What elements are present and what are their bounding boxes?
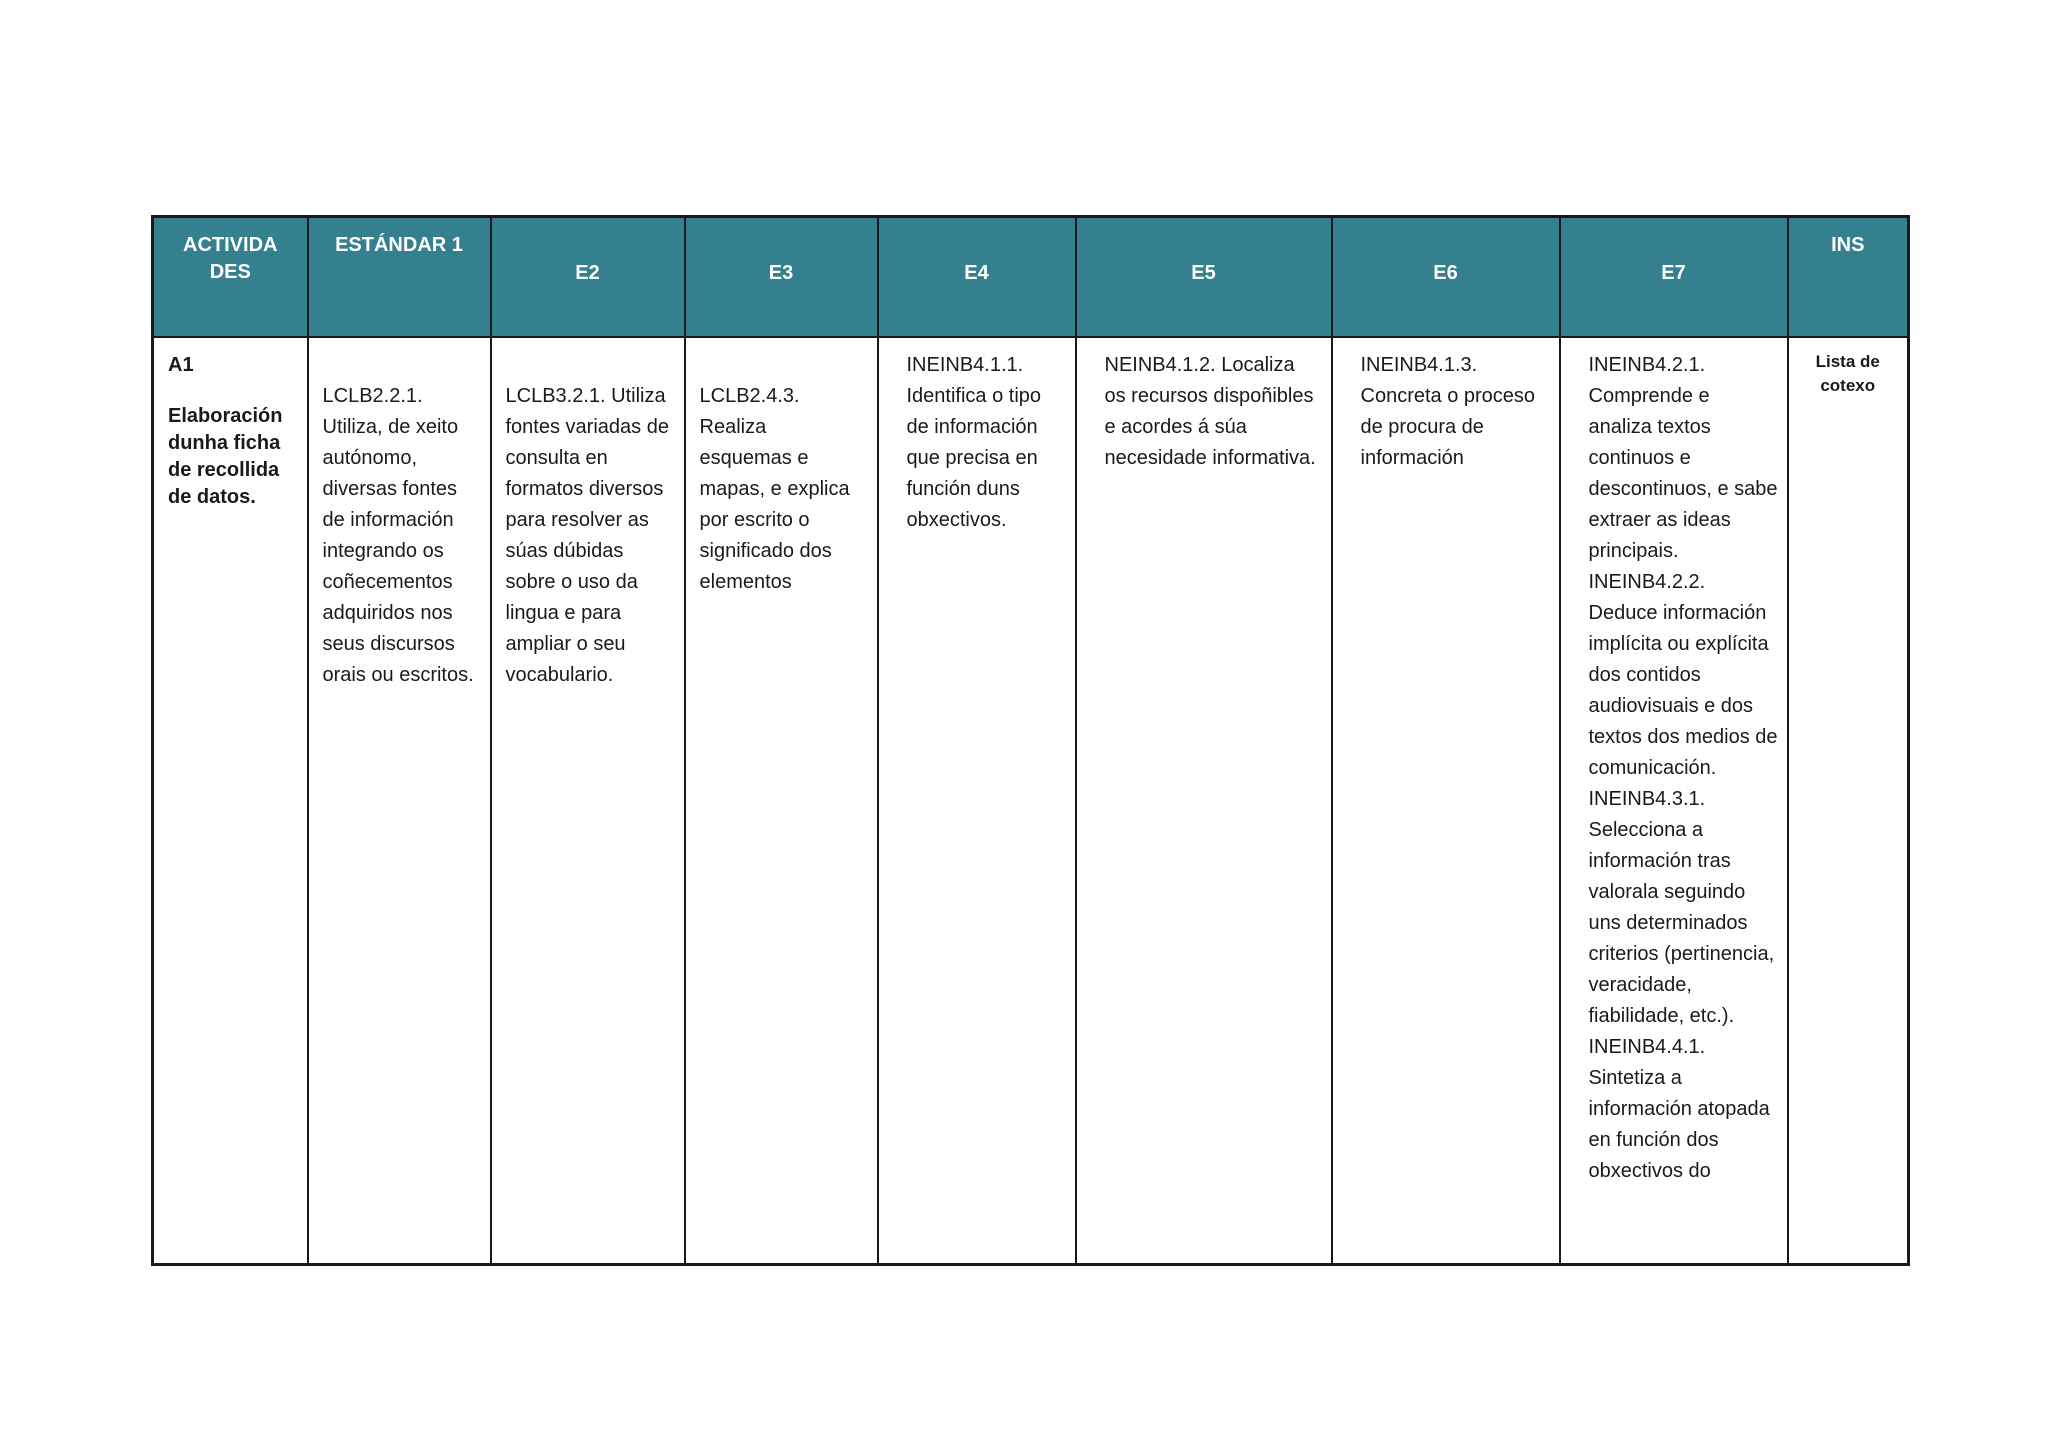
instrument-label: Lista de cotexo (1815, 351, 1880, 395)
cell-e5 (1076, 337, 1332, 1265)
header-e6: E6 (1332, 217, 1560, 337)
cell-text: LCLB2.2.1. Utiliza, de xeito autónomo, diversas fontes de información integrando os coñecementos adquiridos nos seus discursos orais ou escritos. (322, 384, 474, 686)
cell-e3 (685, 337, 878, 1265)
header-activities: ACTIVIDA DES (153, 217, 308, 337)
header-standard-1: ESTÁNDAR 1 (308, 217, 491, 337)
cell-text: NEINB4.1.2. Localiza os recursos dispoñibles e acordes á súa necesidade informativa. (1104, 353, 1316, 469)
cell-e7 (1560, 337, 1788, 1265)
cell-e4 (878, 337, 1076, 1265)
cell-text: INEINB4.2.1. Comprende e analiza textos continuos e descontinuos, e sabe extraer as ideas principais. INEINB4.2.2. Deduce información implícita ou explícita dos contidos audiovisuais e dos textos dos medios de comunicación. INEINB4.3.1. Selecciona a información tras valorala seguindo uns determinados criterios (pertinencia, veracidade, fiabilidade, etc.). INEINB4.4.1. Sintetiza a información atopada en función dos obxectivos do (1588, 353, 1778, 1182)
header-e5: E5 (1076, 217, 1332, 337)
header-e7: E7 (1560, 217, 1788, 337)
cell-e2 (491, 337, 685, 1265)
table-row (153, 337, 1909, 1265)
header-ins: INS (1788, 217, 1909, 337)
header-e2: E2 (491, 217, 685, 337)
cell-text: LCLB3.2.1. Utiliza fontes variadas de consulta en formatos diversos para resolver as súas dúbidas sobre o uso da lingua e para ampliar o seu vocabulario. (505, 384, 669, 686)
cell-e6 (1332, 337, 1560, 1265)
cell-activity (153, 337, 308, 1265)
table-body (153, 337, 1909, 1265)
cell-ins (1788, 337, 1909, 1265)
header-row (153, 217, 1909, 337)
table-header (153, 217, 1909, 337)
cell-text: INEINB4.1.3. Concreta o proceso de procura de información (1360, 353, 1536, 469)
cell-text: INEINB4.1.1. Identifica o tipo de información que precisa en función duns obxectivos. (906, 353, 1042, 531)
standards-table (151, 215, 1910, 1266)
header-e3: E3 (685, 217, 878, 337)
activity-name: Elaboración dunha ficha de recollida de datos. (168, 404, 283, 508)
activity-code: A1 (168, 353, 194, 376)
header-e4: E4 (878, 217, 1076, 337)
cell-text: LCLB2.4.3. Realiza esquemas e mapas, e explica por escrito o significado dos elementos (699, 384, 850, 593)
cell-standard-1 (308, 337, 491, 1265)
